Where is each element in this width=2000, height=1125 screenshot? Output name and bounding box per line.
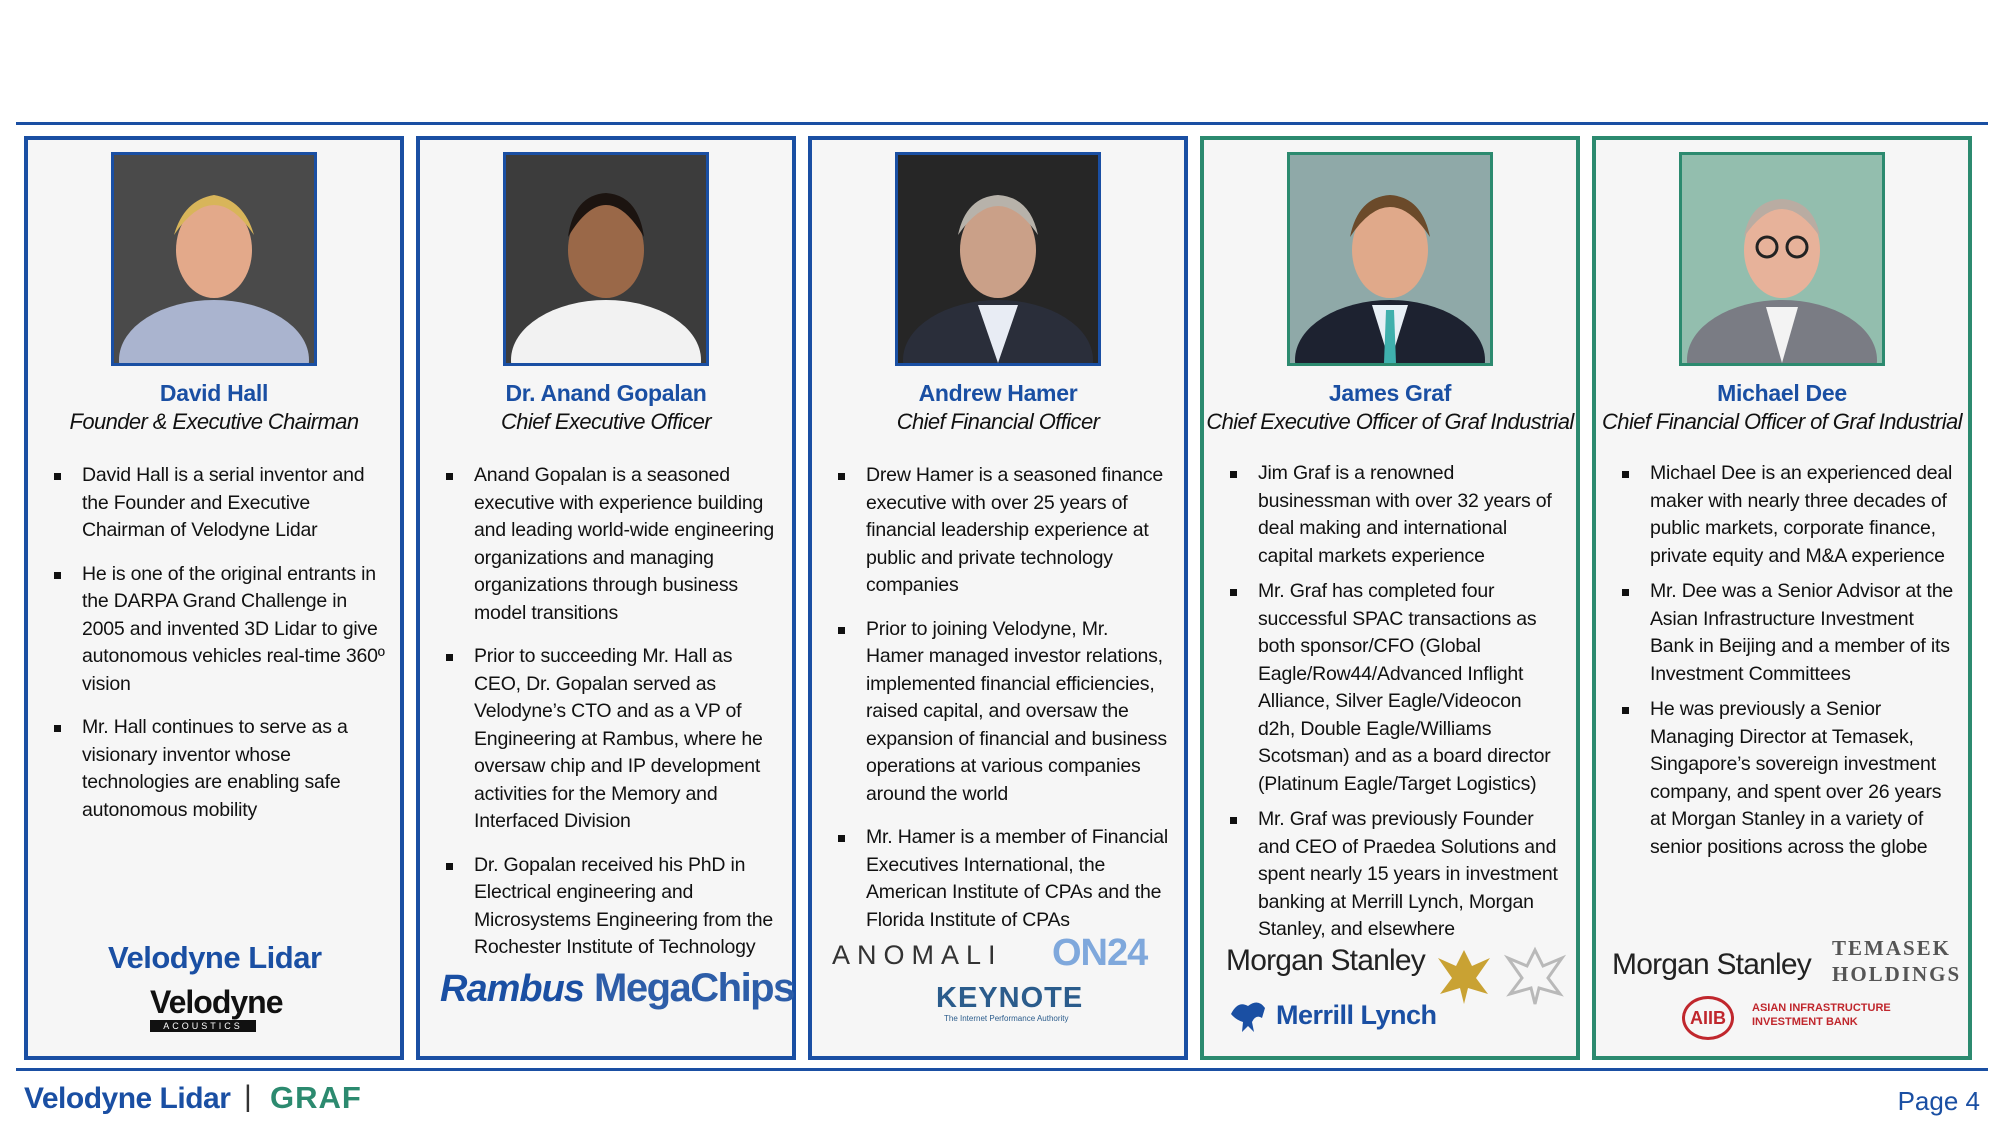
aiib-name-line2: INVESTMENT BANK (1752, 1016, 1858, 1028)
bio-item: Drew Hamer is a seasoned finance executive with over 25 years of financial leadership experience at public and private technology companies (838, 462, 1170, 600)
logo-area (1204, 930, 1576, 1048)
headshot-david-hall (111, 152, 317, 366)
card-anand-gopalan (416, 136, 796, 1060)
bio-item: Mr. Hall continues to serve as a visionary inventor whose technologies are enabling safe autonomous mobility (54, 714, 386, 824)
aiib-logo: AIIB (1682, 996, 1734, 1040)
acoustics-wordmark: ACOUSTICS (150, 1020, 256, 1032)
merrill-lynch-logo: Merrill Lynch (1276, 1000, 1437, 1030)
person-name: Michael Dee (1717, 380, 1847, 406)
logo-area (1596, 930, 1968, 1048)
bio-item: Mr. Dee was a Senior Advisor at the Asian Infrastructure Investment Bank in Beijing and a member of its Investment Committees (1622, 578, 1954, 688)
bottom-divider (16, 1068, 1988, 1071)
anomali-logo: ANOMALI (832, 940, 1003, 970)
person-title: Chief Executive Officer of Graf Industrial (1206, 409, 1574, 434)
bio-item: Prior to joining Velodyne, Mr. Hamer managed investor relations, implemented financial efficiencies, raised capital, and oversaw the expansion of financial and business operations at various companies around the world (838, 616, 1170, 809)
bio-item: Jim Graf is a renowned businessman with over 32 years of deal making and international capital markets experience (1230, 460, 1562, 570)
person-name: Andrew Hamer (918, 380, 1078, 406)
person-title: Founder & Executive Chairman (69, 409, 359, 434)
headshot-anand-gopalan (503, 152, 709, 366)
bio-list (1622, 460, 1954, 877)
bio-list (838, 462, 1170, 950)
morgan-stanley-logo: Morgan Stanley (1226, 944, 1425, 977)
bio-item: Mr. Graf has completed four successful SPAC transactions as both sponsor/CFO (Global Eagle/Row44/Advanced Inflight Alliance, Silver Eagle/Videocon d2h, Double Eagle/Williams Scotsman) and as a board director (Platinum Eagle/Target Logistics) (1230, 578, 1562, 798)
footer-graf-logo: GRAF (270, 1080, 362, 1115)
bio-item: David Hall is a serial inventor and the Founder and Executive Chairman of Velodyne Lidar (54, 462, 386, 545)
person-name: Dr. Anand Gopalan (505, 380, 707, 406)
rambus-logo: Rambus (440, 968, 584, 1010)
card-andrew-hamer (808, 136, 1188, 1060)
bio-list (1230, 460, 1562, 960)
headshot-michael-dee (1679, 152, 1885, 366)
morgan-stanley-logo: Morgan Stanley (1612, 948, 1811, 981)
merrill-bull-icon (1228, 996, 1268, 1039)
bio-item: He was previously a Senior Managing Director at Temasek, Singapore’s sovereign investment company, and spent over 26 years at Morgan Stanley in a variety of senior positions across the globe (1622, 696, 1954, 861)
holdings-wordmark: HOLDINGS (1832, 962, 1962, 986)
velodyne-lidar-logo: Velodyne Lidar (108, 940, 322, 975)
logo-area (28, 930, 400, 1048)
person-title: Chief Financial Officer of Graf Industrial (1602, 409, 1962, 434)
bio-list (54, 462, 386, 840)
top-divider (16, 122, 1988, 125)
keynote-logo: KEYNOTE (936, 982, 1084, 1014)
silver-eagle-icon (1504, 944, 1566, 1013)
footer-separator: | (244, 1080, 252, 1113)
bio-item: Prior to succeeding Mr. Hall as CEO, Dr. Gopalan served as Velodyne’s CTO and as a VP of Engineering at Rambus, where he oversaw chip and IP development activities for the Memory and Interfaced Division (446, 643, 778, 836)
person-name: James Graf (1328, 380, 1452, 406)
card-david-hall (24, 136, 404, 1060)
page-number: Page 4 (1897, 1086, 1980, 1116)
on24-logo: ON24 (1052, 932, 1148, 974)
bio-item: Mr. Graf was previously Founder and CEO of Praedea Solutions and spent nearly 15 years in investment banking at Merrill Lynch, Morgan Stanley, and elsewhere (1230, 806, 1562, 944)
bio-list (446, 462, 778, 978)
footer-velodyne-logo: Velodyne Lidar (24, 1082, 231, 1115)
velodyne-acoustics-logo: Velodyne (150, 984, 283, 1020)
bio-item: Michael Dee is an experienced deal maker with nearly three decades of public markets, corporate finance, private equity and M&A experience (1622, 460, 1954, 570)
bio-item: Dr. Gopalan received his PhD in Electrical engineering and Microsystems Engineering from the Rochester Institute of Technology (446, 852, 778, 962)
person-name: David Hall (159, 380, 269, 406)
bio-item: Anand Gopalan is a seasoned executive with experience building and leading world-wide engineering organizations and managing organizations through business model transitions (446, 462, 778, 627)
megachips-logo: MegaChips (594, 966, 794, 1010)
logo-area (812, 930, 1184, 1048)
logo-area (420, 930, 792, 1048)
headshot-james-graf (1287, 152, 1493, 366)
temasek-logo: TEMASEK (1832, 936, 1952, 960)
bio-item: He is one of the original entrants in the DARPA Grand Challenge in 2005 and invented 3D Lidar to give autonomous vehicles real-time 360º vision (54, 561, 386, 699)
bio-item: Mr. Hamer is a member of Financial Executives International, the American Institute of CPAs and the Florida Institute of CPAs (838, 824, 1170, 934)
card-james-graf (1200, 136, 1580, 1060)
card-michael-dee (1592, 136, 1972, 1060)
aiib-name-line1: ASIAN INFRASTRUCTURE (1752, 1002, 1891, 1014)
person-title: Chief Financial Officer (896, 409, 1100, 434)
person-title: Chief Executive Officer (501, 409, 711, 434)
gold-eagle-icon (1434, 944, 1494, 1013)
keynote-tagline: The Internet Performance Authority (944, 1014, 1069, 1023)
headshot-andrew-hamer (895, 152, 1101, 366)
